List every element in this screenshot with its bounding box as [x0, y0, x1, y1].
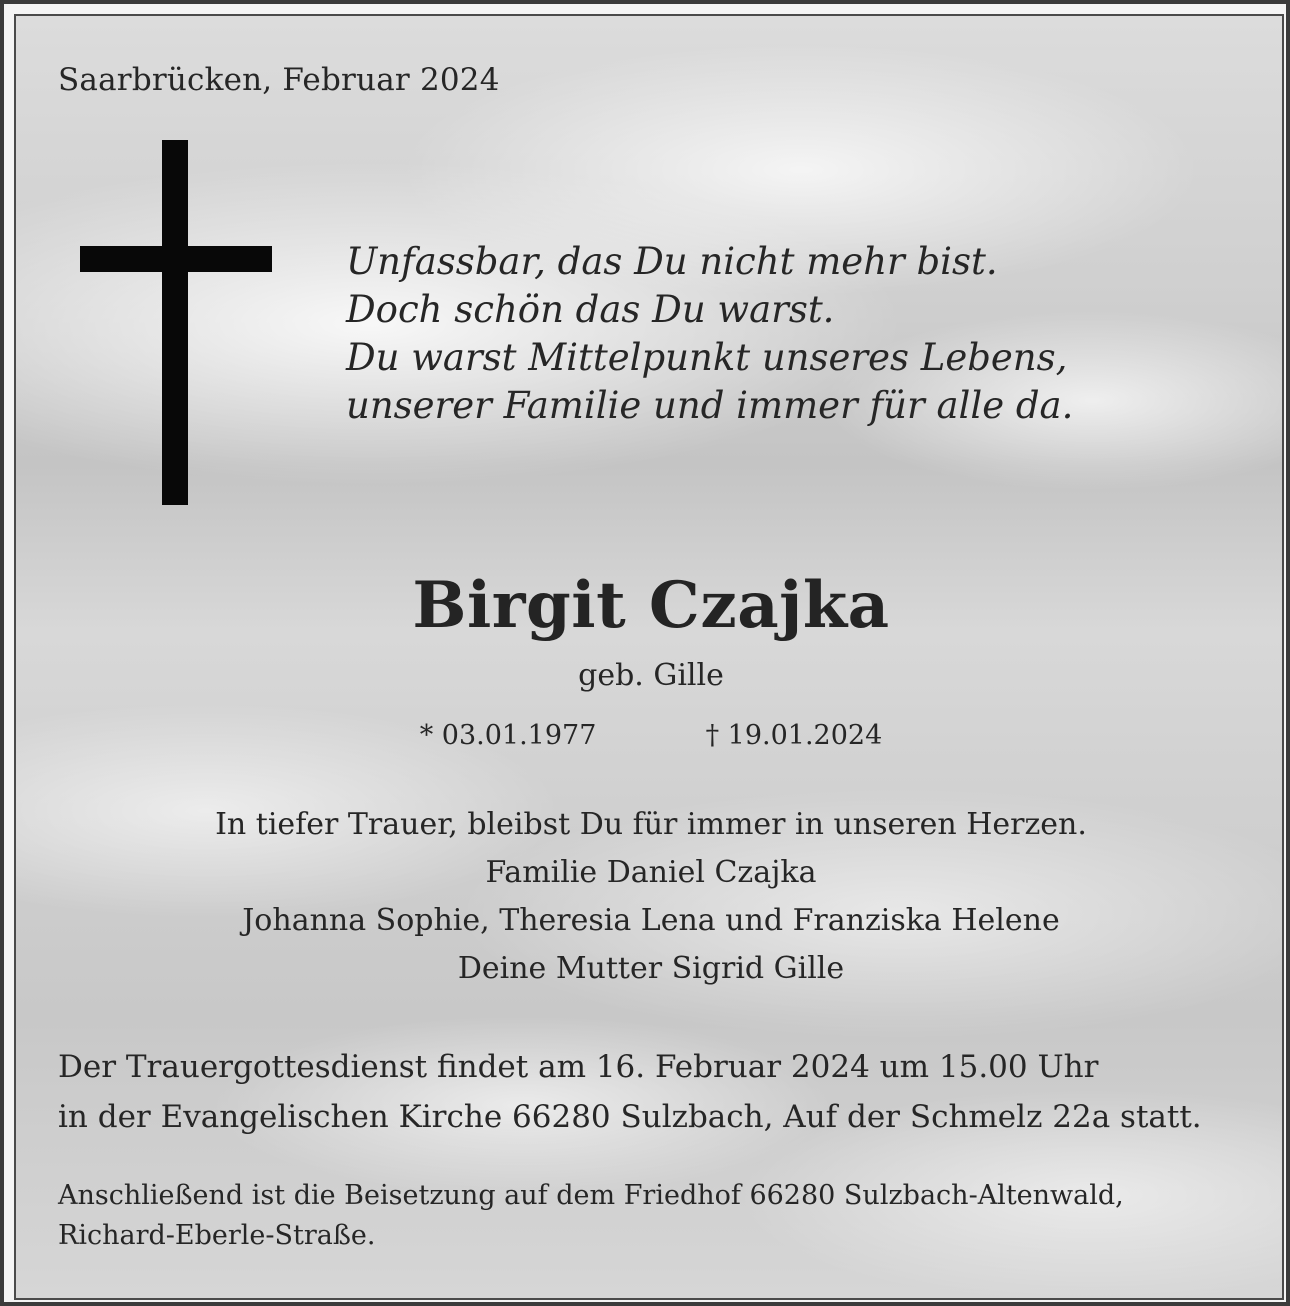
- poem-line: unserer Familie und immer für alle da.: [346, 384, 1074, 427]
- poem-line: Unfassbar, das Du nicht mehr bist.: [346, 240, 998, 283]
- service-line: in der Evangelischen Kirche 66280 Sulzbach, Auf der Schmelz 22a statt.: [58, 1099, 1202, 1135]
- mourner-children: Johanna Sophie, Theresia Lena und Franziska Helene: [242, 903, 1060, 938]
- mourners-block: [16, 801, 1284, 993]
- mourner-family: Familie Daniel Czajka: [485, 855, 817, 890]
- place-date: Saarbrücken, Februar 2024: [58, 62, 500, 98]
- poem: [346, 238, 1073, 430]
- mourner-mother: Deine Mutter Sigrid Gille: [457, 951, 845, 986]
- birth-date: * 03.01.1977: [419, 720, 597, 751]
- life-dates: [16, 720, 1284, 751]
- maiden-name: geb. Gille: [578, 658, 724, 693]
- funeral-service-info: [58, 1042, 1202, 1142]
- obituary-panel: [14, 14, 1284, 1300]
- poem-line: Du warst Mittelpunkt unseres Lebens,: [346, 336, 1068, 379]
- cross-horizontal-bar: [80, 246, 272, 272]
- mourning-line: In tiefer Trauer, bleibst Du für immer in unseren Herzen.: [215, 807, 1087, 842]
- deceased-name: Birgit Czajka: [412, 568, 890, 643]
- burial-info: Anschließend ist die Beisetzung auf dem Friedhof 66280 Sulzbach-Altenwald, Richard-Eberle-Straße.: [58, 1180, 1124, 1251]
- death-date: † 19.01.2024: [705, 720, 883, 751]
- cross-vertical-bar: [162, 140, 188, 505]
- poem-line: Doch schön das Du warst.: [346, 288, 835, 331]
- service-line: Der Trauergottesdienst findet am 16. Februar 2024 um 15.00 Uhr: [58, 1049, 1099, 1085]
